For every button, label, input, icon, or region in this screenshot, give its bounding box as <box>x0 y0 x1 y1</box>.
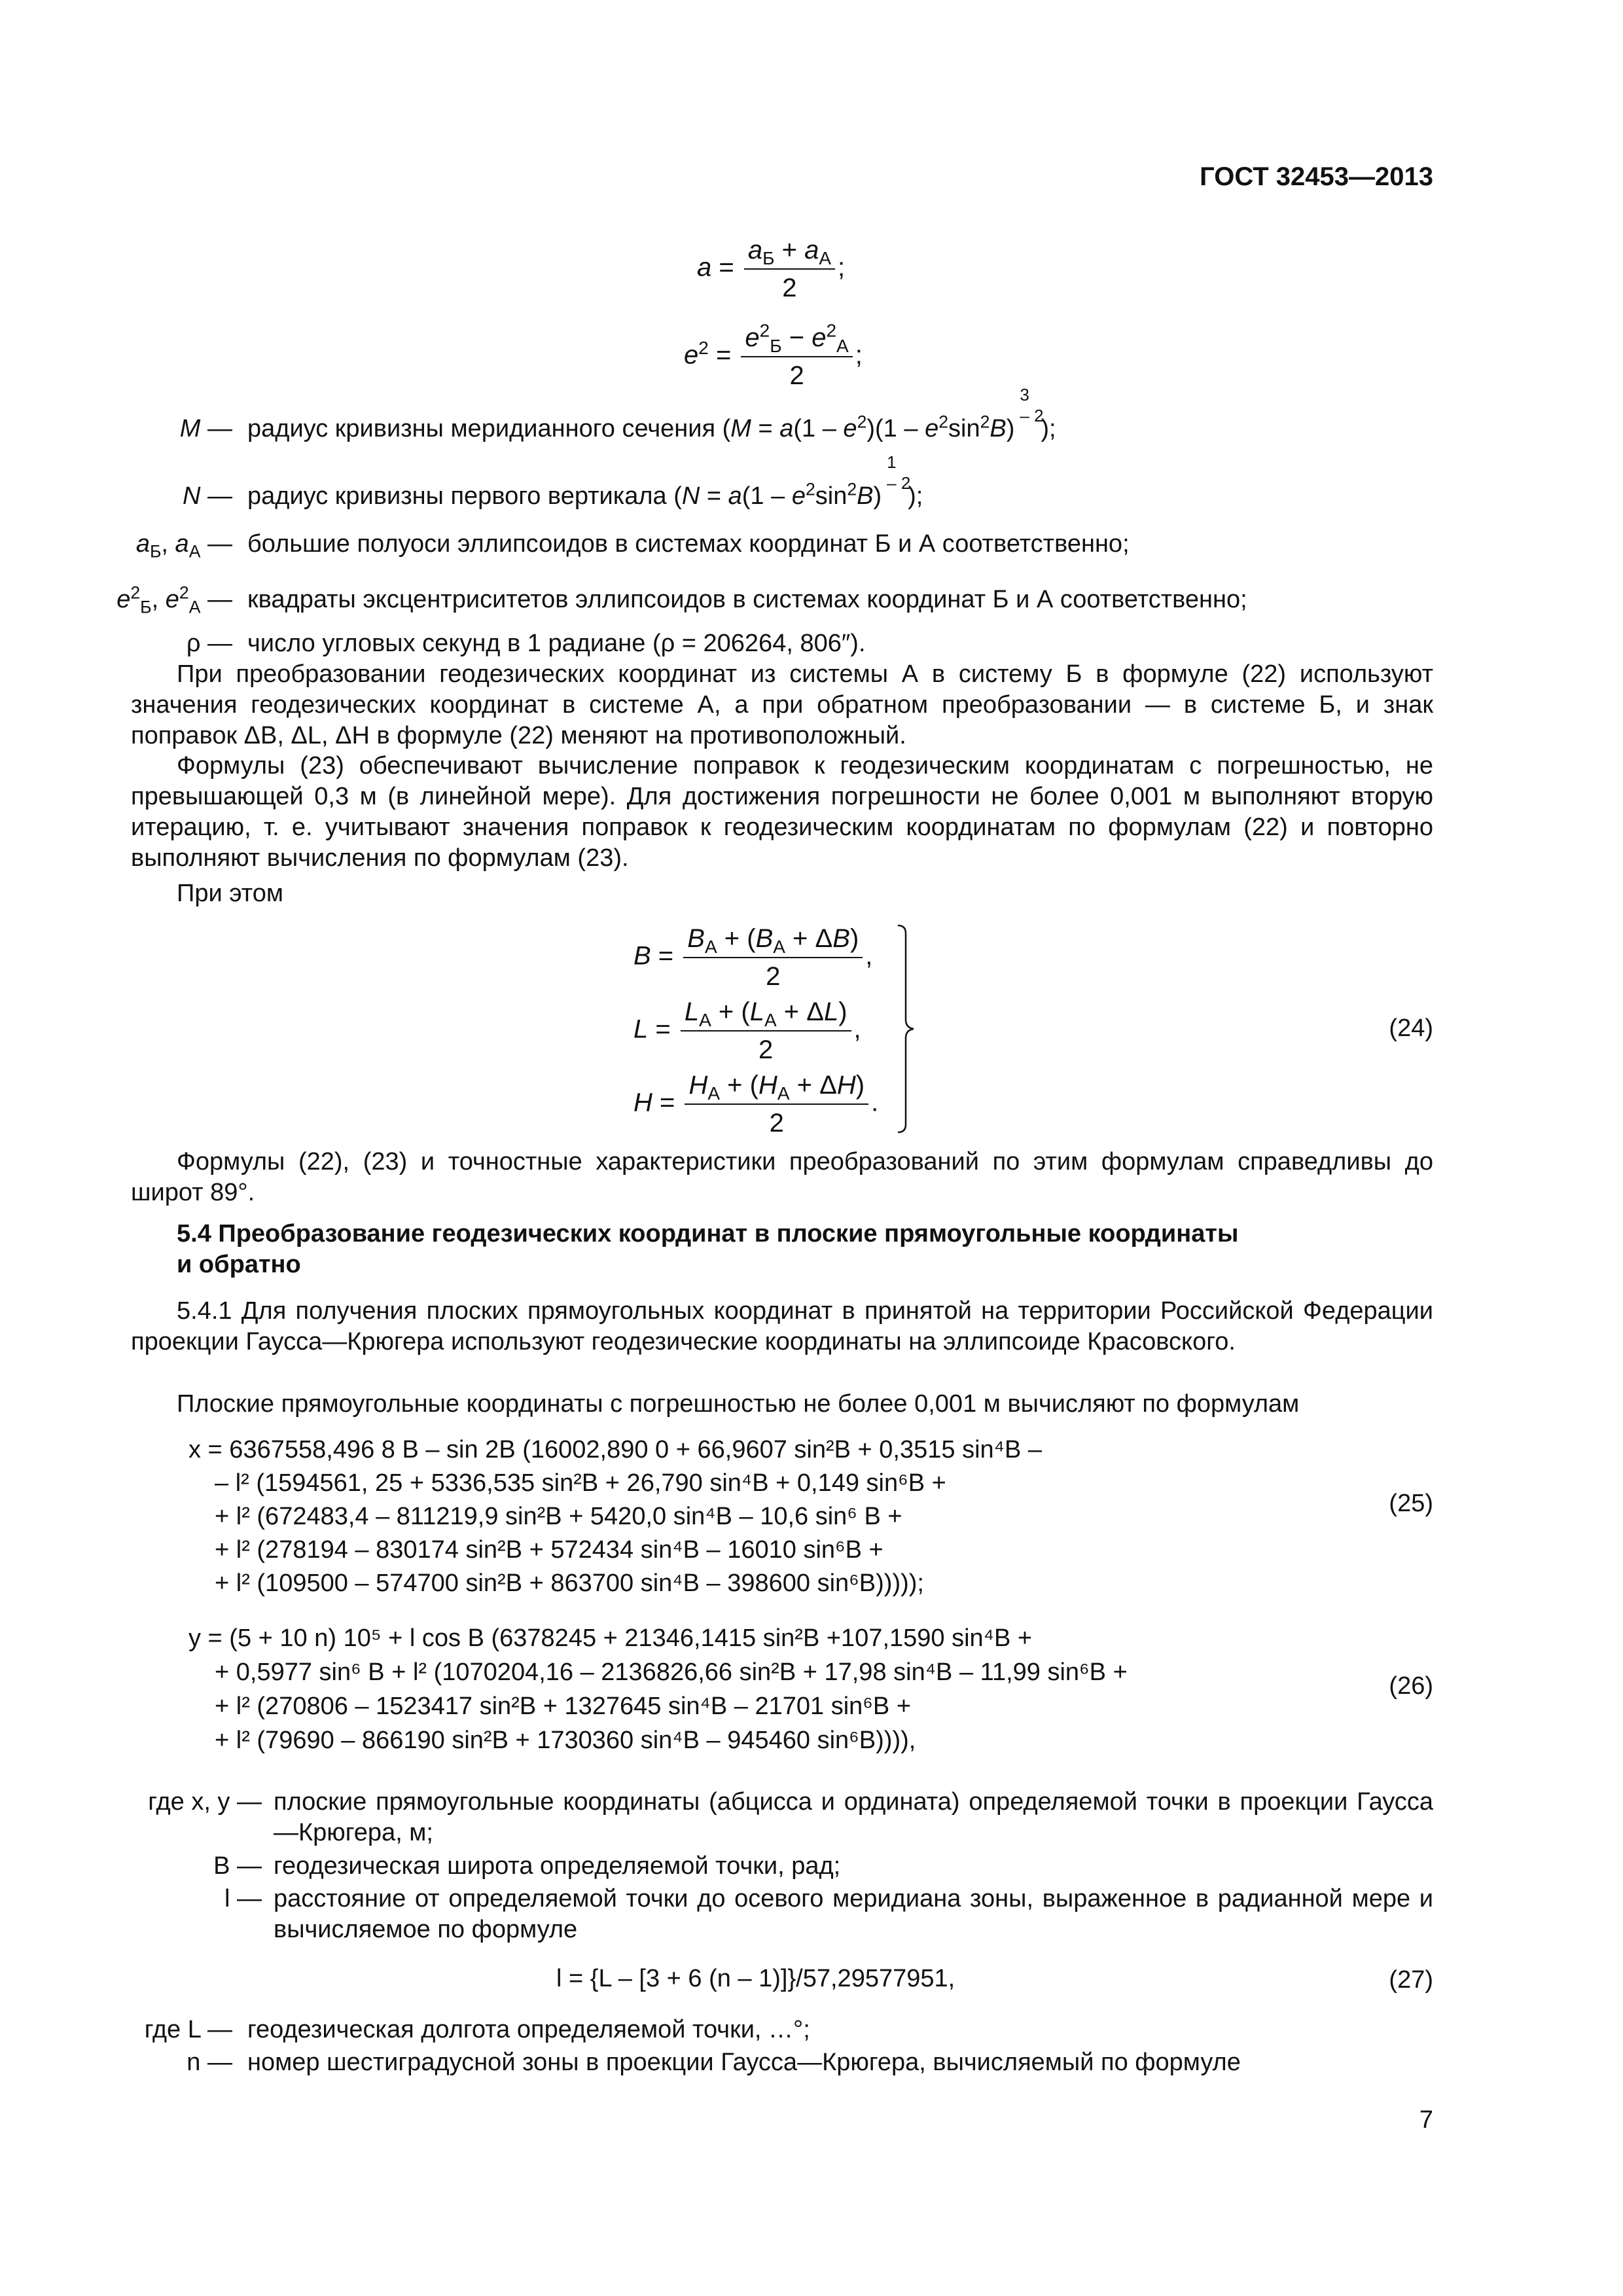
paragraph-p2: Формулы (23) обеспечивают вычисление поправок к геодезическим координатам с погрешностью, не превышающей 0,3 м (в линейной мере). Для достижения погрешности не более 0,001 м выполняют вторую итерацию, т. е. учитывают значения поправок к геодезическим координатам по формулам (22) и повторно выполняют вычисления по формулам (23). <box>131 752 1433 872</box>
section-heading-line1: 5.4 Преобразование геодезических координат в плоские прямоугольные координаты <box>177 1220 1239 1247</box>
paragraph-p1: При преобразовании геодезических координат из системы А в систему Б в формуле (22) используют значения геодезических координат в системе А, а при обратном преобразовании — в системе Б, и знак поправок ΔB, ΔL, ΔH в формуле (22) меняют на противоположный. <box>131 660 1433 749</box>
def-term-xy: где x, y — <box>148 1788 262 1816</box>
eq25-line: + l² (278194 – 830174 sin²B + 572434 sin⁴B – 16010 sin⁶B + <box>215 1536 883 1564</box>
def-text-e: квадраты эксцентриситетов эллипсоидов в системах координат Б и А соответственно; <box>247 586 1247 613</box>
def-text-rho: число угловых секунд в 1 радиане (ρ = 206264, 806″). <box>247 630 866 657</box>
eq27-number: (27) <box>1389 1966 1433 1994</box>
def-term-l: l — <box>224 1885 262 1912</box>
eq26-line: + l² (79690 – 866190 sin²B + 1730360 sin⁴B – 945460 sin⁶B)))), <box>215 1727 916 1754</box>
def-text-n: номер шестиградусной зоны в проекции Гаусса—Крюгера, вычисляемый по формуле <box>247 2049 1241 2076</box>
def-text-L: геодезическая долгота определяемой точки, …°; <box>247 2016 810 2043</box>
eq25-number: (25) <box>1389 1490 1433 1517</box>
eq25-line: + l² (109500 – 574700 sin²B + 863700 sin⁴B – 398600 sin⁶B))))); <box>215 1570 924 1597</box>
eq25-line: – l² (1594561, 25 + 5336,535 sin²B + 26,790 sin⁴B + 0,149 sin⁶B + <box>215 1469 946 1497</box>
formula-a: a = $\frac{a_Б + a_А}{2}$ ; <box>697 236 846 302</box>
formula-e2: $e^2$ = $\frac{e^2_Б - e^2_А}{2}$ ; <box>684 320 863 390</box>
paragraph-p5: 5.4.1 Для получения плоских прямоугольных координат в принятой на территории Российской Федерации проекции Гаусса—Крюгера используют геодезические координаты на эллипсоиде Красовского. <box>131 1297 1433 1355</box>
section-heading <box>177 1219 1433 1280</box>
def-term-rho: ρ — <box>186 630 232 657</box>
formula-e2-fraction: $\frac{e^2_Б - e^2_А}{2}$ <box>741 322 852 391</box>
def-text-xy: плоские прямоугольные координаты (абцисса и ордината) определяемой точки в проекции Гаусса —Крюгера, м; <box>274 1788 1433 1846</box>
paragraph-p4: Формулы (22), (23) и точностные характеристики преобразований по этим формулам справедливы до широт 89°. <box>131 1148 1433 1206</box>
def-text-M: радиус кривизны меридианного сечения ($M = a(1 - e^2)(1 - e^2\sin^2B)$ 3 – 2 ); <box>247 385 1056 442</box>
paragraph-p6: Плоские прямоугольные координаты с погрешностью не более 0,001 м вычисляют по формулам <box>177 1390 1300 1418</box>
eq24-row-H: H = $\frac{H_А + (H_А + \Delta H)}{2}$ . <box>633 1071 879 1138</box>
eq26-line: y = (5 + 10 n) 10⁵ + l cos B (6378245 + 21346,1415 sin²B +107,1590 sin⁴B + <box>188 1624 1033 1652</box>
eq26-line: + l² (270806 – 1523417 sin²B + 1327645 sin⁴B – 21701 sin⁶B + <box>215 1693 912 1720</box>
def-text-N: радиус кривизны первого вертикала ($N = a(1 - e^2\sin^2B)$ 1 – 2 ); <box>247 452 923 510</box>
eq26-number: (26) <box>1389 1672 1433 1700</box>
eq25-line: x = 6367558,496 8 B – sin 2B (16002,890 0 + 66,9607 sin²B + 0,3515 sin⁴B – <box>188 1436 1043 1463</box>
eq25-line: + l² (672483,4 – 811219,9 sin²B + 5420,0 sin⁴B – 10,6 sin⁶ B + <box>215 1503 902 1530</box>
eq27-formula: l = {L – [3 + 6 (n – 1)]}/57,29577951, <box>556 1965 955 1992</box>
def-text-B: геодезическая широта определяемой точки, рад; <box>274 1852 841 1880</box>
def-term-L: где L — <box>144 2016 232 2043</box>
def-term-M: M — <box>179 415 232 442</box>
def-term-n: n — <box>187 2049 232 2076</box>
formula-a-fraction: $\frac{a_Б + a_А}{2}$ <box>744 234 835 304</box>
page-number: 7 <box>1419 2106 1433 2134</box>
eq24-row-B: B = $\frac{B_А + (B_А + \Delta B)}{2}$ , <box>633 924 873 991</box>
eq24-row-L: L = $\frac{L_А + (L_А + \Delta L)}{2}$ , <box>633 997 861 1064</box>
def-text-a: большие полуоси эллипсоидов в системах координат Б и А соответственно; <box>247 530 1130 558</box>
eq24-brace <box>895 924 921 1134</box>
def-term-a: $a_Б$, $a_А$ — <box>135 530 232 562</box>
def-text-l: расстояние от определяемой точки до осевого меридиана зоны, выраженное в радианной мере и вычисляемое по формуле <box>274 1885 1433 1943</box>
def-term-B: B — <box>213 1852 262 1880</box>
eq24-number: (24) <box>1389 1014 1433 1042</box>
doc-header-id: ГОСТ 32453—2013 <box>1200 162 1433 191</box>
eq26-line: + 0,5977 sin⁶ B + l² (1070204,16 – 2136826,66 sin²B + 17,98 sin⁴B – 11,99 sin⁶B + <box>215 1659 1128 1686</box>
section-heading-line2: и обратно <box>177 1251 301 1278</box>
def-term-e: $e^2_Б$, $e^2_А$ — <box>116 583 232 617</box>
paragraph-p3: При этом <box>177 880 284 907</box>
def-term-N: N — <box>182 482 232 510</box>
